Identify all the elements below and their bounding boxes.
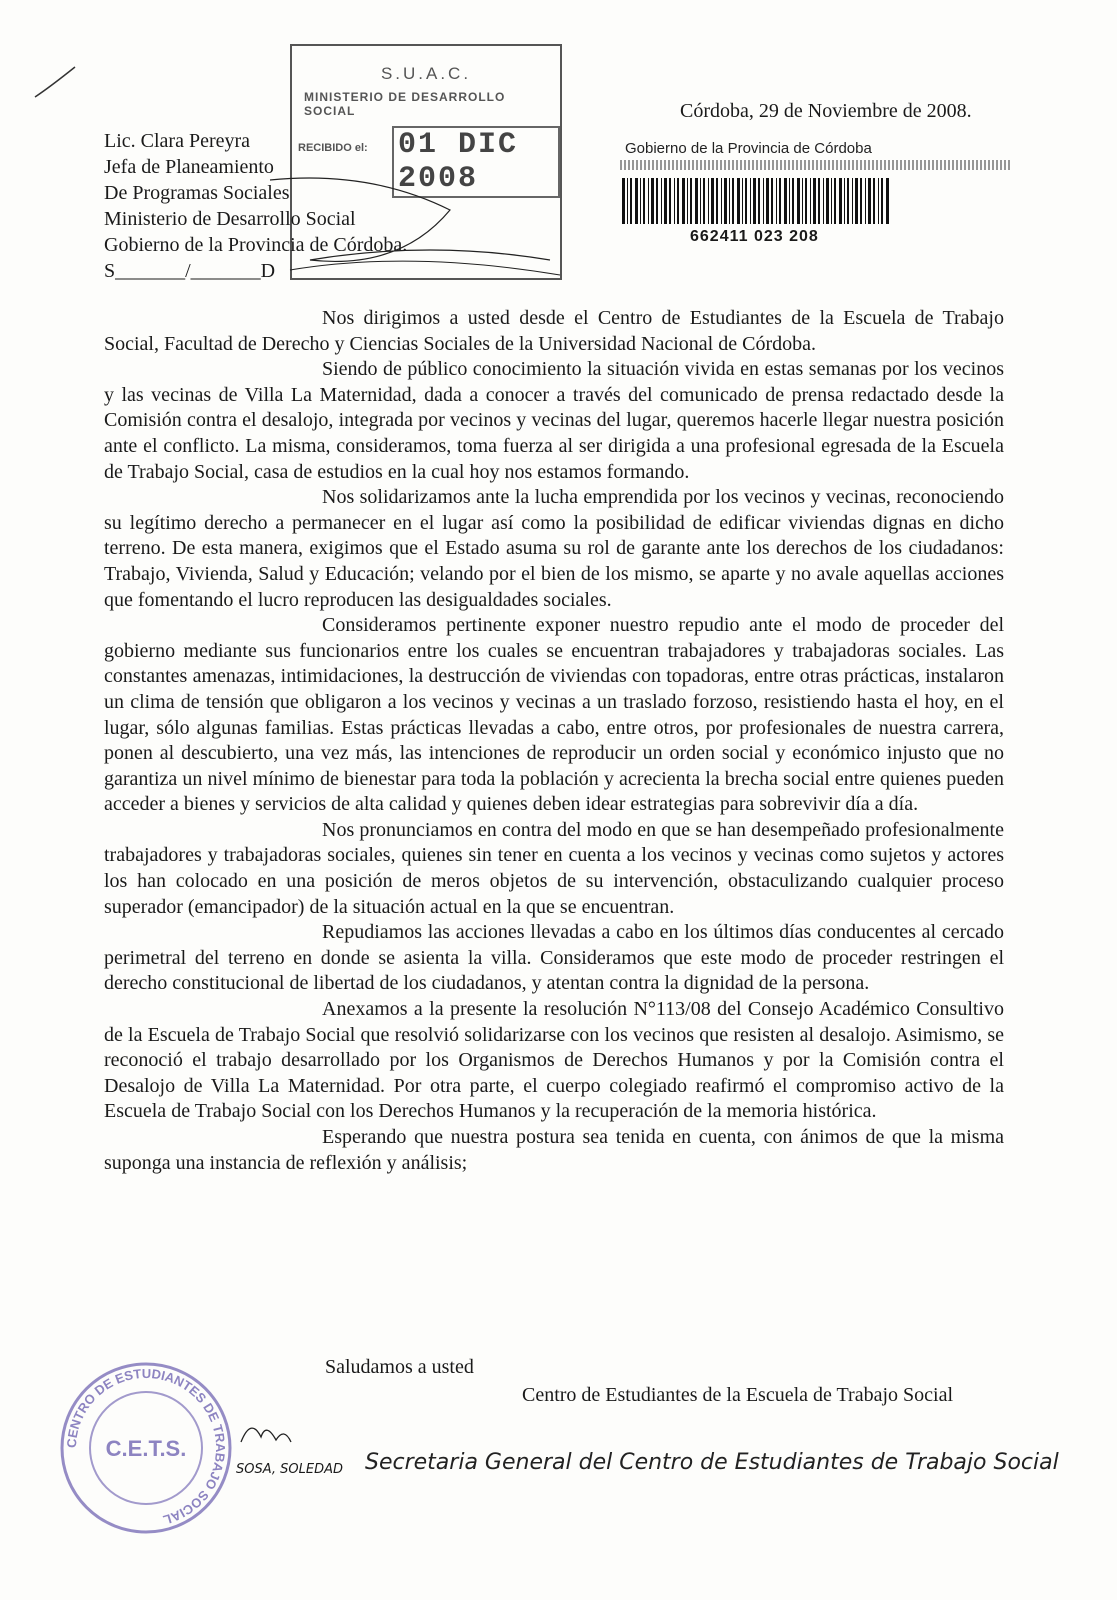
stamp-title: S.U.A.C.	[380, 64, 472, 83]
recipient-name: Lic. Clara Pereyra	[104, 130, 251, 152]
closing-salutation: Saludamos a usted	[325, 1356, 474, 1378]
recipient-block	[104, 128, 407, 284]
body-paragraph: Anexamos a la presente la resolución N°113/08 del Consejo Académico Consultivo de la Escuela de Trabajo Social que resolvió solidarizarse con los vecinos que resisten al desalojo. Asimismo, se reconoció el trabajo desarrollado por los Organismos de Derechos Humanos y por la Comisión contra el Desalojo de Villa La Maternidad. Por otra parte, el cuerpo colegiado reafirmó el compromiso activo de la Escuela de Trabajo Social con los Derechos Humanos y la recuperación de la memoria histórica.	[104, 998, 1004, 1123]
government-label: Gobierno de la Provincia de Córdoba	[625, 140, 872, 157]
signature-scribble	[236, 1412, 296, 1452]
body-paragraph: Nos solidarizamos ante la lucha emprendida por los vecinos y vecinas, reconociendo su legítimo derecho a permanecer en el lugar así como la posibilidad de edificar viviendas dignas en dicho terreno. De esta manera, exigimos que el Estado asuma su rol de garante ante los derechos de los ciudadanos: Trabajo, Vivienda, Salud y Educación; velando por el bien de los mismo, se aparte y no avale aquellas acciones que fomentando el lucro reproducen las desigualdades sociales.	[104, 486, 1004, 611]
recipient-position: Jefa de Planeamiento	[104, 156, 274, 178]
letter-body	[104, 306, 1004, 1176]
barcode-icon	[622, 178, 892, 224]
body-paragraph: Nos pronunciamos en contra del modo en que se han desempeñado profesionalmente trabajadores y trabajadoras sociales, quienes sin tener en cuenta a los vecinos y vecinas como sujetos y actores los han colocado en una posición de meros objetos de su intervención, obstaculizando cualquier proceso superador (emancipador) de la situación actual en la que se encuentran.	[104, 818, 1004, 918]
recipient-department: De Programas Sociales	[104, 182, 290, 204]
svg-text:C.E.T.S.: C.E.T.S.	[105, 1436, 187, 1461]
svg-text:CENTRO DE ESTUDIANTES DE TRABA: CENTRO DE ESTUDIANTES DE TRABAJO SOCIAL	[63, 1365, 229, 1528]
body-paragraph: Consideramos pertinente exponer nuestro repudio ante el modo de proceder del gobierno mediante sus funcionarios entre los cuales se encuentran trabajadores y trabajadoras sociales. Las constantes amenazas, intimidaciones, la destrucción de viviendas con topadoras, entre otras prácticas, instalaron un clima de tensión que obligaron a los vecinos y vecinas a un traslado forzoso, resistiendo hasta el hoy, en el lugar, sólo algunas familias. Estas prácticas llevadas a cabo, entre otros, por profesionales de nuestra carrera, ponen al descubierto, una vez más, las intenciones de reproducir un orden social y económico injusto que no garantiza un nivel mínimo de bienestar para toda la población y acrecienta la brecha social entre quienes pueden acceder a bienes y servicios de alta calidad y quienes deben idear estrategias para sobrevivir día a día.	[104, 614, 1004, 816]
stamp-ministry: MINISTERIO DE DESARROLLO SOCIAL	[304, 90, 506, 118]
pen-mark	[30, 62, 80, 102]
recipient-ministry: Ministerio de Desarrollo Social	[104, 208, 356, 230]
signatory-title: Secretaria General del Centro de Estudiantes de Trabajo Social	[365, 1450, 1059, 1475]
stamp-received-date: 01 DIC 2008	[392, 126, 560, 198]
letter-date: Córdoba, 29 de Noviembre de 2008.	[680, 100, 972, 122]
label-rule	[620, 160, 1010, 170]
stamp-received-label: RECIBIDO el:	[298, 142, 368, 154]
barcode-number: 662411 023 208	[690, 228, 819, 245]
body-paragraph: Siendo de público conocimiento la situación vivida en estas semanas por los vecinos y las vecinas de Villa La Maternidad, dada a conocer a través del comunicado de prensa redactado desde la Comisión contra el desalojo, integrada por vecinos y vecinas del lugar, queremos hacerle llegar nuestra posición ante el conflicto. La misma, consideramos, toma fuerza al ser dirigida a una profesional egresada de la Escuela de Trabajo Social, casa de estudios en la cual hoy nos estamos formando.	[104, 358, 1004, 483]
signatory-name: SOSA, SOLEDAD	[236, 1462, 343, 1477]
recipient-salutation: S_______/_______D	[104, 260, 276, 282]
organization-seal-icon	[58, 1360, 234, 1536]
recipient-government: Gobierno de la Provincia de Córdoba.	[104, 234, 408, 256]
signing-organization: Centro de Estudiantes de la Escuela de Trabajo Social	[522, 1384, 954, 1406]
body-paragraph: Esperando que nuestra postura sea tenida en cuenta, con ánimos de que la misma suponga una instancia de reflexión y análisis;	[104, 1126, 1004, 1174]
body-paragraph: Nos dirigimos a usted desde el Centro de Estudiantes de la Escuela de Trabajo Social, Facultad de Derecho y Ciencias Sociales de la Universidad Nacional de Córdoba.	[104, 307, 1004, 355]
body-paragraph: Repudiamos las acciones llevadas a cabo en los últimos días conducentes al cercado perimetral del terreno en donde se asienta la villa. Consideramos que este modo de proceder restringen el derecho constitucional de libertad de los ciudadanos, y atentan contra la dignidad de la persona.	[104, 921, 1004, 995]
